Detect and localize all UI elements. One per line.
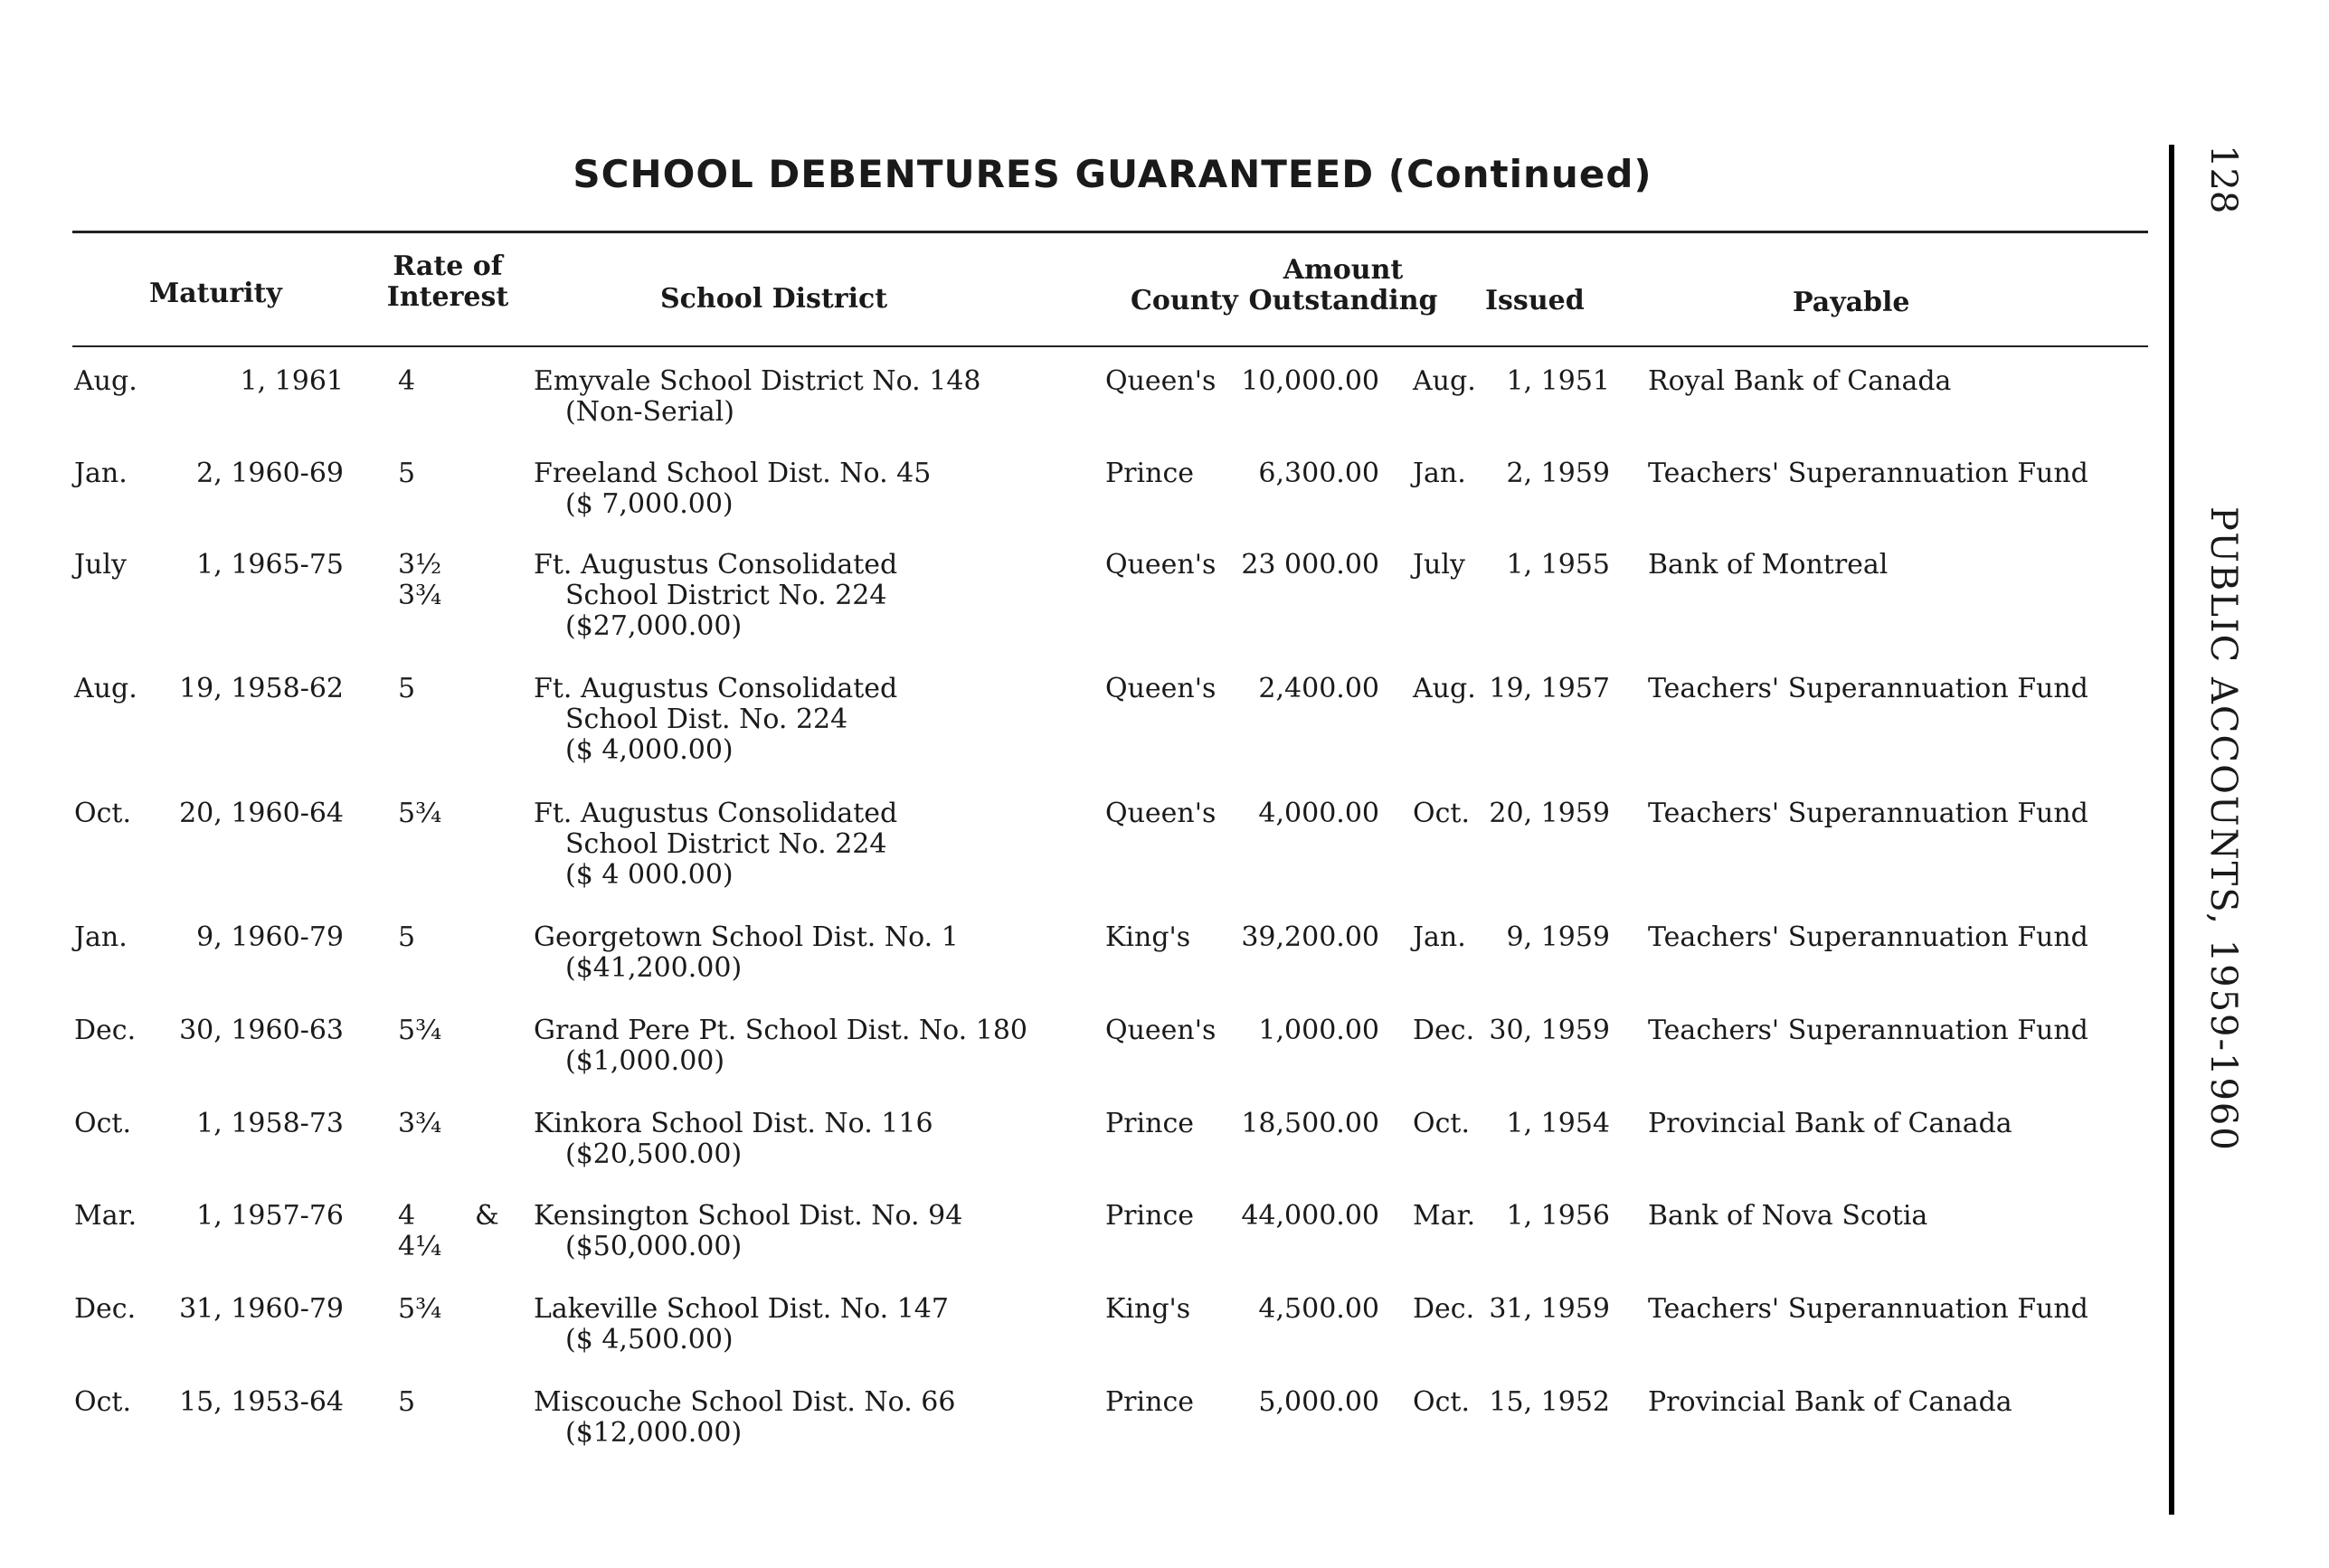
interest-rate: 5 (398, 673, 416, 704)
school-district-detail: (Non-Serial) (565, 396, 734, 428)
header-issued: Issued (1485, 285, 1585, 316)
issued-date: 9, 1959 (1506, 921, 1610, 953)
table-row (0, 1387, 2171, 1478)
maturity-date: 1, 1961 (240, 365, 344, 397)
school-district-detail: ($ 7,000.00) (565, 488, 734, 520)
issued-month: Mar. (1413, 1200, 1476, 1232)
payable: Provincial Bank of Canada (1648, 1386, 2012, 1418)
school-district (534, 366, 981, 428)
issued-month: Oct. (1413, 798, 1470, 829)
county: Prince (1105, 1108, 1194, 1139)
maturity-date: 1, 1958-73 (196, 1108, 344, 1139)
interest-rate: 5 (398, 458, 416, 489)
issued-month: Aug. (1413, 365, 1476, 397)
header-maturity: Maturity (149, 278, 282, 309)
amount-outstanding: 44,000.00 (1241, 1200, 1379, 1232)
table-row (0, 550, 2171, 640)
school-district (534, 1015, 1027, 1077)
maturity-month: Dec. (74, 1015, 137, 1046)
school-district (534, 550, 897, 642)
maturity-month: Aug. (74, 673, 137, 704)
issued-month: Dec. (1413, 1293, 1475, 1325)
amount-outstanding: 4,500.00 (1258, 1293, 1379, 1325)
school-district (534, 1201, 962, 1262)
county: Queen's (1105, 549, 1217, 581)
maturity-month: Jan. (74, 458, 128, 489)
payable: Teachers' Superannuation Fund (1648, 1293, 2088, 1325)
issued-month: Dec. (1413, 1015, 1475, 1046)
payable: Teachers' Superannuation Fund (1648, 1015, 2088, 1046)
interest-rate: 3¾ (398, 1108, 442, 1139)
payable: Teachers' Superannuation Fund (1648, 673, 2088, 704)
table-row (0, 366, 2171, 457)
school-district-detail: School Dist. No. 224 (565, 704, 848, 735)
amount-outstanding: 2,400.00 (1258, 673, 1379, 704)
payable: Bank of Montreal (1648, 549, 1889, 581)
school-district-name: Lakeville School Dist. No. 147 (534, 1293, 949, 1325)
maturity-date: 30, 1960-63 (179, 1015, 344, 1046)
school-district (534, 458, 931, 520)
amount-outstanding: 1,000.00 (1258, 1015, 1379, 1046)
school-district-name: Kinkora School Dist. No. 116 (534, 1108, 933, 1139)
school-district-detail: ($50,000.00) (565, 1231, 743, 1262)
maturity-date: 1, 1957-76 (196, 1200, 344, 1232)
school-district-detail: School District No. 224 (565, 580, 887, 611)
page-number: 128 (2202, 145, 2244, 214)
interest-rate: 5¾ (398, 1293, 442, 1325)
table-row (0, 922, 2171, 1013)
school-district-detail: ($12,000.00) (565, 1417, 743, 1449)
maturity-month: Mar. (74, 1200, 137, 1232)
issued-date: 19, 1957 (1489, 673, 1610, 704)
amount-outstanding: 23 000.00 (1241, 549, 1379, 581)
county: Queen's (1105, 673, 1217, 704)
school-district (534, 1294, 949, 1355)
issued-date: 1, 1955 (1506, 549, 1610, 581)
maturity-month: Dec. (74, 1293, 137, 1325)
school-district-detail: ($41,200.00) (565, 952, 743, 984)
issued-month: Oct. (1413, 1108, 1470, 1139)
table-row (0, 798, 2171, 889)
issued-date: 1, 1951 (1506, 365, 1610, 397)
header-school-district: School District (660, 283, 888, 315)
school-district-detail: ($1,000.00) (565, 1045, 725, 1077)
county: Prince (1105, 1386, 1194, 1418)
side-running-title: PUBLIC ACCOUNTS, 1959-1960 (2202, 506, 2244, 1152)
school-district-name: Grand Pere Pt. School Dist. No. 180 (534, 1015, 1028, 1046)
school-district-name: Ft. Augustus Consolidated (534, 798, 898, 829)
issued-month: Oct. (1413, 1386, 1470, 1418)
interest-rate-ampersand: & (475, 1200, 499, 1232)
issued-date: 30, 1959 (1489, 1015, 1610, 1046)
table-row (0, 458, 2171, 549)
interest-rate: 5¾ (398, 798, 442, 829)
school-district (534, 1387, 955, 1449)
issued-month: Jan. (1413, 921, 1466, 953)
county: Queen's (1105, 365, 1217, 397)
issued-date: 31, 1959 (1489, 1293, 1610, 1325)
school-district (534, 798, 897, 891)
issued-date: 1, 1954 (1506, 1108, 1610, 1139)
school-district (534, 922, 959, 984)
payable: Teachers' Superannuation Fund (1648, 921, 2088, 953)
school-district-name: Freeland School Dist. No. 45 (534, 458, 932, 489)
school-district-detail: ($20,500.00) (565, 1138, 743, 1170)
maturity-month: July (74, 549, 127, 581)
interest-rate: 3½ (398, 549, 442, 581)
table-row (0, 674, 2171, 764)
interest-rate: 4 (398, 1200, 416, 1232)
payable: Teachers' Superannuation Fund (1648, 798, 2088, 829)
maturity-date: 2, 1960-69 (196, 458, 344, 489)
interest-rate-second: 4¼ (398, 1231, 442, 1262)
maturity-date: 20, 1960-64 (179, 798, 344, 829)
maturity-month: Jan. (74, 921, 128, 953)
maturity-date: 31, 1960-79 (179, 1293, 344, 1325)
maturity-date: 9, 1960-79 (196, 921, 344, 953)
school-district-name: Georgetown School Dist. No. 1 (534, 921, 959, 953)
school-district-name: Emyvale School District No. 148 (534, 365, 981, 397)
payable: Teachers' Superannuation Fund (1648, 458, 2088, 489)
school-district-name: Miscouche School Dist. No. 66 (534, 1386, 956, 1418)
issued-month: Aug. (1413, 673, 1476, 704)
maturity-date: 19, 1958-62 (179, 673, 344, 704)
interest-rate: 5¾ (398, 1015, 442, 1046)
maturity-month: Aug. (74, 365, 137, 397)
maturity-month: Oct. (74, 798, 131, 829)
interest-rate: 5 (398, 1386, 416, 1418)
header-payable: Payable (1793, 287, 1910, 318)
table-row (0, 1294, 2171, 1384)
county: King's (1105, 921, 1191, 953)
issued-month: Jan. (1413, 458, 1466, 489)
amount-outstanding: 6,300.00 (1258, 458, 1379, 489)
school-district-name: Ft. Augustus Consolidated (534, 549, 898, 581)
school-district-name: Kensington School Dist. No. 94 (534, 1200, 963, 1232)
amount-outstanding: 10,000.00 (1241, 365, 1379, 397)
payable: Bank of Nova Scotia (1648, 1200, 1928, 1232)
issued-date: 15, 1952 (1489, 1386, 1610, 1418)
table-row (0, 1201, 2171, 1291)
school-district-detail: ($ 4,500.00) (565, 1324, 734, 1355)
amount-outstanding: 18,500.00 (1241, 1108, 1379, 1139)
county: King's (1105, 1293, 1191, 1325)
payable: Provincial Bank of Canada (1648, 1108, 2012, 1139)
county: Queen's (1105, 1015, 1217, 1046)
interest-rate: 4 (398, 365, 416, 397)
amount-outstanding: 39,200.00 (1241, 921, 1379, 953)
table-row (0, 1109, 2171, 1199)
school-district-amount: ($ 4,000.00) (565, 734, 734, 766)
interest-rate: 5 (398, 921, 416, 953)
amount-outstanding: 4,000.00 (1258, 798, 1379, 829)
issued-date: 2, 1959 (1506, 458, 1610, 489)
issued-date: 1, 1956 (1506, 1200, 1610, 1232)
interest-rate-second: 3¾ (398, 580, 442, 611)
school-district (534, 1109, 933, 1170)
school-district-amount: ($27,000.00) (565, 610, 743, 642)
table-row (0, 1015, 2171, 1106)
payable: Royal Bank of Canada (1648, 365, 1952, 397)
school-district-amount: ($ 4 000.00) (565, 859, 734, 891)
issued-date: 20, 1959 (1489, 798, 1610, 829)
header-county: County (1131, 285, 1238, 316)
maturity-date: 15, 1953-64 (179, 1386, 344, 1418)
school-district-name: Ft. Augustus Consolidated (534, 673, 898, 704)
issued-month: July (1413, 549, 1465, 581)
county: Queen's (1105, 798, 1217, 829)
school-district (534, 674, 897, 766)
amount-outstanding: 5,000.00 (1258, 1386, 1379, 1418)
school-district-detail: School District No. 224 (565, 828, 887, 860)
header-rate-line1: Rate of (393, 250, 503, 282)
header-rate-line2: Interest (386, 281, 509, 313)
header-amount-line1: Amount (1283, 254, 1404, 286)
maturity-date: 1, 1965-75 (196, 549, 344, 581)
maturity-month: Oct. (74, 1108, 131, 1139)
page-title: SCHOOL DEBENTURES GUARANTEED (Continued) (573, 152, 1652, 196)
maturity-month: Oct. (74, 1386, 131, 1418)
header-amount-line2: Outstanding (1248, 285, 1438, 316)
county: Prince (1105, 1200, 1194, 1232)
header-top-rule (72, 231, 2148, 233)
header-bottom-rule (72, 345, 2148, 347)
county: Prince (1105, 458, 1194, 489)
